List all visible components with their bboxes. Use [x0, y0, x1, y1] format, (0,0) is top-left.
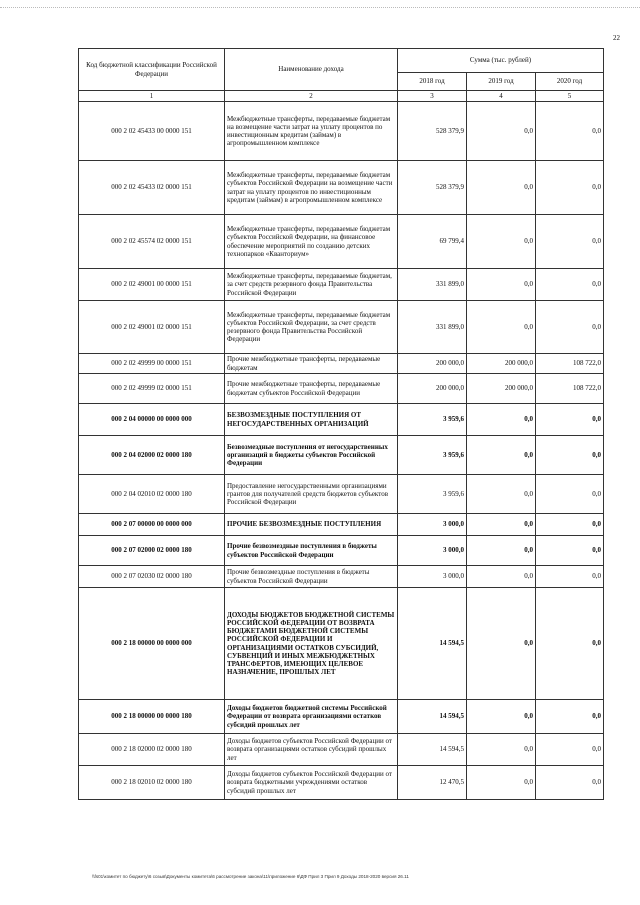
- cell-sum-2019: 0,0: [467, 588, 536, 700]
- cell-sum-2018: 3 959,6: [398, 475, 467, 514]
- col-number-5: 5: [536, 91, 604, 102]
- cell-sum-2018: 331 899,0: [398, 269, 467, 301]
- cell-sum-2018: 3 959,6: [398, 404, 467, 436]
- cell-sum-2019: 0,0: [467, 102, 536, 161]
- cell-sum-2018: 331 899,0: [398, 301, 467, 354]
- cell-sum-2018: 3 000,0: [398, 566, 467, 588]
- cell-name: Доходы бюджетов субъектов Российской Федерации от возврата бюджетными учреждениями остатков субсидий прошлых лет: [225, 766, 398, 800]
- header-year-2018: 2018 год: [398, 73, 467, 91]
- cell-name: Межбюджетные трансферты, передаваемые бюджетам, за счет средств резервного фонда Правительства Российской Федерации: [225, 269, 398, 301]
- header-code: Код бюджетной классификации Российской Федерации: [79, 49, 225, 91]
- table-row: [79, 734, 604, 766]
- table-row: [79, 514, 604, 536]
- cell-sum-2018: 528 379,9: [398, 102, 467, 161]
- cell-sum-2019: 0,0: [467, 215, 536, 269]
- header-year-2019: 2019 год: [467, 73, 536, 91]
- cell-sum-2018: 14 594,5: [398, 700, 467, 734]
- cell-name: БЕЗВОЗМЕЗДНЫЕ ПОСТУПЛЕНИЯ ОТ НЕГОСУДАРСТВЕННЫХ ОРГАНИЗАЦИЙ: [225, 404, 398, 436]
- cell-sum-2018: 200 000,0: [398, 354, 467, 374]
- table-row: [79, 566, 604, 588]
- col-number-2: 2: [225, 91, 398, 102]
- cell-code: 000 2 07 02000 02 0000 180: [79, 536, 225, 566]
- cell-name: Доходы бюджетов бюджетной системы Российской Федерации от возврата организациями остатков субсидий прошлых лет: [225, 700, 398, 734]
- cell-sum-2019: 0,0: [467, 766, 536, 800]
- table-row: [79, 536, 604, 566]
- cell-sum-2020: 0,0: [536, 700, 604, 734]
- cell-name: Межбюджетные трансферты, передаваемые бюджетам субъектов Российской Федерации на возмещение части затрат на уплату процентов по инвестиционным кредитам (займам) в агропромышленном комплексе: [225, 161, 398, 215]
- cell-code: 000 2 02 49001 00 0000 151: [79, 269, 225, 301]
- cell-code: 000 2 07 02030 02 0000 180: [79, 566, 225, 588]
- col-number-1: 1: [79, 91, 225, 102]
- cell-code: 000 2 18 02010 02 0000 180: [79, 766, 225, 800]
- top-divider: [0, 7, 640, 8]
- cell-code: 000 2 02 49999 02 0000 151: [79, 374, 225, 404]
- cell-name: Прочие межбюджетные трансферты, передаваемые бюджетам субъектов Российской Федерации: [225, 374, 398, 404]
- page-number: 22: [613, 34, 620, 42]
- cell-sum-2020: 0,0: [536, 436, 604, 475]
- cell-sum-2020: 0,0: [536, 269, 604, 301]
- table-row: [79, 436, 604, 475]
- cell-sum-2020: 0,0: [536, 475, 604, 514]
- cell-sum-2019: 0,0: [467, 475, 536, 514]
- cell-sum-2020: 0,0: [536, 102, 604, 161]
- table-row: [79, 766, 604, 800]
- cell-code: 000 2 04 02000 02 0000 180: [79, 436, 225, 475]
- cell-code: 000 2 02 49999 00 0000 151: [79, 354, 225, 374]
- table-row: [79, 215, 604, 269]
- cell-sum-2020: 108 722,0: [536, 374, 604, 404]
- cell-sum-2020: 0,0: [536, 215, 604, 269]
- cell-sum-2020: 0,0: [536, 566, 604, 588]
- cell-sum-2020: 0,0: [536, 536, 604, 566]
- cell-name: ДОХОДЫ БЮДЖЕТОВ БЮДЖЕТНОЙ СИСТЕМЫ РОССИЙСКОЙ ФЕДЕРАЦИИ ОТ ВОЗВРАТА БЮДЖЕТАМИ БЮДЖЕТНОЙ СИСТЕМЫ РОССИЙСКОЙ ФЕДЕРАЦИИ И ОРГАНИЗАЦИЯМИ ОСТАТКОВ СУБСИДИЙ, СУБВЕНЦИЙ И ИНЫХ МЕЖБЮДЖЕТНЫХ ТРАНСФЕРТОВ, ИМЕЮЩИХ ЦЕЛЕВОЕ НАЗНАЧЕНИЕ, ПРОШЛЫХ ЛЕТ: [225, 588, 398, 700]
- cell-sum-2018: 3 000,0: [398, 536, 467, 566]
- cell-sum-2018: 200 000,0: [398, 374, 467, 404]
- table-row: [79, 700, 604, 734]
- cell-code: 000 2 02 49001 02 0000 151: [79, 301, 225, 354]
- cell-code: 000 2 02 45433 02 0000 151: [79, 161, 225, 215]
- cell-code: 000 2 07 00000 00 0000 000: [79, 514, 225, 536]
- cell-code: 000 2 18 02000 02 0000 180: [79, 734, 225, 766]
- cell-sum-2019: 0,0: [467, 301, 536, 354]
- cell-name: Прочие безвозмездные поступления в бюджеты субъектов Российской Федерации: [225, 536, 398, 566]
- table-row: [79, 404, 604, 436]
- cell-code: 000 2 02 45574 02 0000 151: [79, 215, 225, 269]
- table-row: [79, 102, 604, 161]
- cell-sum-2019: 0,0: [467, 536, 536, 566]
- table-row: [79, 269, 604, 301]
- cell-sum-2019: 200 000,0: [467, 374, 536, 404]
- cell-sum-2020: 0,0: [536, 514, 604, 536]
- table-row: [79, 354, 604, 374]
- cell-name: Межбюджетные трансферты, передаваемые бюджетам на возмещение части затрат на уплату процентов по инвестиционным кредитам (займам) в агропромышленном комплексе: [225, 102, 398, 161]
- cell-code: 000 2 04 02010 02 0000 180: [79, 475, 225, 514]
- cell-name: Прочие безвозмездные поступления в бюджеты субъектов Российской Федерации: [225, 566, 398, 588]
- table-row: [79, 374, 604, 404]
- cell-sum-2019: 0,0: [467, 566, 536, 588]
- cell-code: 000 2 02 45433 00 0000 151: [79, 102, 225, 161]
- cell-name: ПРОЧИЕ БЕЗВОЗМЕЗДНЫЕ ПОСТУПЛЕНИЯ: [225, 514, 398, 536]
- cell-sum-2018: 14 594,5: [398, 734, 467, 766]
- table-row: [79, 588, 604, 700]
- table-row: [79, 475, 604, 514]
- cell-code: 000 2 04 00000 00 0000 000: [79, 404, 225, 436]
- cell-sum-2019: 0,0: [467, 700, 536, 734]
- cell-sum-2019: 0,0: [467, 436, 536, 475]
- cell-sum-2018: 3 959,6: [398, 436, 467, 475]
- cell-code: 000 2 18 00000 00 0000 000: [79, 588, 225, 700]
- cell-code: 000 2 18 00000 00 0000 180: [79, 700, 225, 734]
- cell-name: Межбюджетные трансферты, передаваемые бюджетам субъектов Российской Федерации, на финансовое обеспечение мероприятий по созданию детских технопарков «Кванториум»: [225, 215, 398, 269]
- table-body: [79, 102, 604, 800]
- header-name: Наименование дохода: [225, 49, 398, 91]
- cell-sum-2018: 69 799,4: [398, 215, 467, 269]
- cell-name: Предоставление негосударственными организациями грантов для получателей средств бюджетов субъектов Российской Федерации: [225, 475, 398, 514]
- cell-sum-2019: 0,0: [467, 161, 536, 215]
- cell-name: Доходы бюджетов субъектов Российской Федерации от возврата организациями остатков субсидий прошлых лет: [225, 734, 398, 766]
- file-path-footer: \\fs01\комитет по бюджету\6 созыв\Документы комитета\6 рассмотрение закона\11\приложение 6\ДФ Прил 3 Прил 9 Доходы 2018-2020 версия 26.11: [92, 874, 409, 879]
- cell-sum-2020: 0,0: [536, 766, 604, 800]
- cell-name: Межбюджетные трансферты, передаваемые бюджетам субъектов Российской Федерации, за счет средств резервного фонда Правительства Российской Федерации: [225, 301, 398, 354]
- cell-name: Прочие межбюджетные трансферты, передаваемые бюджетам: [225, 354, 398, 374]
- col-number-4: 4: [467, 91, 536, 102]
- cell-sum-2020: 108 722,0: [536, 354, 604, 374]
- cell-sum-2018: 528 379,9: [398, 161, 467, 215]
- cell-sum-2020: 0,0: [536, 588, 604, 700]
- header-year-2020: 2020 год: [536, 73, 604, 91]
- cell-sum-2019: 0,0: [467, 269, 536, 301]
- cell-sum-2018: 3 000,0: [398, 514, 467, 536]
- col-number-3: 3: [398, 91, 467, 102]
- table-row: [79, 161, 604, 215]
- cell-sum-2018: 14 594,5: [398, 588, 467, 700]
- cell-sum-2020: 0,0: [536, 404, 604, 436]
- cell-sum-2018: 12 470,5: [398, 766, 467, 800]
- cell-name: Безвозмездные поступления от негосударственных организаций в бюджеты субъектов Российской Федерации: [225, 436, 398, 475]
- cell-sum-2019: 0,0: [467, 514, 536, 536]
- revenue-table: [78, 48, 604, 800]
- cell-sum-2019: 0,0: [467, 404, 536, 436]
- cell-sum-2019: 200 000,0: [467, 354, 536, 374]
- cell-sum-2019: 0,0: [467, 734, 536, 766]
- header-sum: Сумма (тыс. рублей): [398, 49, 604, 73]
- cell-sum-2020: 0,0: [536, 301, 604, 354]
- cell-sum-2020: 0,0: [536, 161, 604, 215]
- table-row: [79, 301, 604, 354]
- cell-sum-2020: 0,0: [536, 734, 604, 766]
